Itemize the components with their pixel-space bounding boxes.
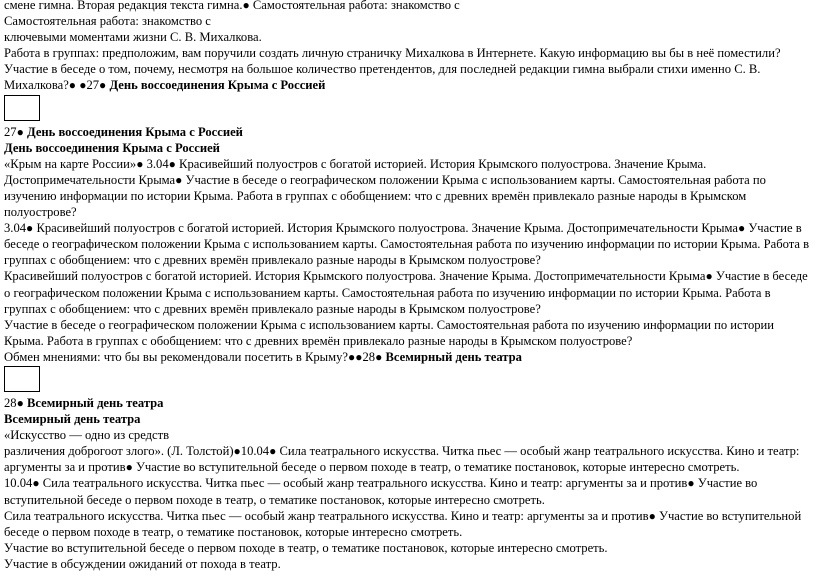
text-line: ключевыми моментами жизни С. В. Михалкова. — [4, 30, 262, 45]
epigraph: различения доброгоот злого». (Л. Толстой) — [4, 444, 234, 459]
bullet-icon: ● — [375, 349, 383, 364]
bullet-icon: ● — [26, 221, 34, 236]
lesson-number: 27 — [4, 124, 17, 139]
text-run: Красивейший полуостров с богатой историей. История Крымского полуострова. Значение Крыма. Достопримечательности Крыма — [33, 221, 738, 236]
lesson-title: День воссоединения Крыма с Россией — [4, 140, 220, 155]
bullet-icon: ● — [68, 78, 77, 93]
text-paragraph — [4, 268, 812, 316]
text-run: Участие во вступительной беседе о первом походе в театр, о тематике постановок, которые интересно смотреть. — [4, 476, 758, 507]
lesson-number: 28 — [4, 395, 17, 410]
lesson-title: Всемирный день театра — [27, 395, 164, 410]
text-run: Участие во вступительной беседе о первом походе в театр, о тематике постановок, которые интересно смотреть. — [4, 508, 802, 539]
epigraph: «Крым на карте России» — [4, 156, 137, 171]
empty-box — [4, 95, 40, 121]
text-run: Сила театрального искусства. Читка пьес — особый жанр театрального искусства. Кино и театр: аргументы за и против — [4, 508, 649, 523]
text-paragraph: Участие во вступительной беседе о первом походе в театр, о тематике постановок, которые интересно смотреть. — [4, 540, 608, 555]
lesson-title: Всемирный день театра — [385, 349, 522, 364]
text-paragraph — [4, 508, 812, 540]
bullet-icon: ● — [233, 444, 241, 459]
bullet-icon: ● — [32, 476, 40, 491]
bullet-icon: ● — [79, 78, 87, 93]
text-paragraph: Участие в обсуждении ожиданий от похода в театр. — [4, 556, 281, 571]
lesson-heading — [4, 140, 812, 156]
text-run: Участие в беседе о том, почему, несмотря на большое количество претендентов, для последней редакции гимна выбрали стихи именно С. В. Михалкова? — [4, 62, 761, 93]
lesson-heading — [4, 124, 812, 140]
text-run: Красивейший полуостров с богатой историей. История Крымского полуострова. Значение Крыма. Достопримечательности Крыма — [4, 269, 706, 284]
bullet-icon: ● — [168, 156, 176, 171]
lesson-date: 10.04 — [4, 476, 33, 491]
bullet-icon: ● — [136, 156, 144, 171]
text-paragraph: Участие в беседе о географическом положении Крыма с использованием карты. Самостоятельная работа по изучению информации по истории Крыма. Работа в группах с обобщением: что с древних времён привлекало разные народы в Крымском полуострове? — [4, 317, 775, 348]
text-run: Сила театрального искусства. Читка пьес — особый жанр театрального искусства. Кино и театр: аргументы за и против — [4, 444, 800, 475]
text-run: смене гимна. Вторая редакция текста гимна. — [4, 0, 243, 12]
bullet-icon: ● — [16, 124, 24, 139]
lesson-date: 3.04 — [4, 221, 27, 236]
lesson-date: 10.04 — [240, 444, 270, 459]
text-run: Красивейший полуостров с богатой историей. История Крымского полуострова. Значение Крыма. Достопримечательности Крыма — [4, 156, 707, 187]
lesson-title: Всемирный день театра — [4, 412, 141, 427]
text-paragraph — [4, 475, 812, 507]
bullet-icon: ● — [687, 476, 695, 491]
bullet-icon: ● — [16, 395, 24, 410]
bullet-icon: ● — [125, 460, 133, 475]
text-paragraph — [4, 443, 812, 475]
lesson-number: 28 — [362, 349, 376, 364]
lesson-date: 3.04 — [146, 156, 169, 171]
text-line: Самостоятельная работа: знакомство с — [4, 14, 211, 29]
text-run: Участие в беседе о географическом положении Крыма с использованием карты. Самостоятельная работа по изучению информации по истории Крыма. Работа в группах с обобщением: что с древних времён привлекало разные народы в Крымском полуострове? — [4, 269, 808, 316]
bullet-icon: ● — [175, 172, 183, 187]
document-body — [4, 0, 812, 572]
text-run: Сила театрального искусства. Читка пьес — особый жанр театрального искусства. Кино и театр: аргументы за и против — [39, 476, 688, 491]
bullet-icon: ● — [269, 444, 277, 459]
lesson-title: День воссоединения Крыма с Россией — [27, 124, 243, 139]
text-run: Участие в беседе о географическом положении Крыма с использованием карты. Самостоятельная работа по изучению информации по истории Крыма. Работа в группах с обобщением: что с древних времён привлекало разные народы в Крымском полуострове? — [4, 172, 766, 220]
bullet-icon: ● — [347, 349, 356, 364]
lesson-title: День воссоединения Крыма с Россией — [109, 78, 326, 93]
text-run: Самостоятельная работа: знакомство с — [249, 0, 460, 12]
text-run: Участие в беседе о географическом положении Крыма с использованием карты. Самостоятельная работа по изучению информации по истории Крыма. Работа в группах с обобщением: что с древних времён привлекало разные народы в Крымском полуострове? — [4, 221, 810, 268]
text-paragraph — [4, 61, 812, 93]
text-run: Обмен мнениями: что бы вы рекомендовали посетить в Крыму? — [4, 349, 348, 364]
epigraph: «Искусство — одно из средств — [4, 428, 170, 443]
text-paragraph: Работа в группах: предположим, вам поручили создать личную страничку Михалкова в Интернете. Какую информацию вы бы в неё поместили? — [4, 46, 781, 61]
lesson-heading — [4, 411, 812, 427]
text-line — [4, 0, 812, 13]
bullet-icon: ● — [705, 269, 713, 284]
text-run: Участие во вступительной беседе о первом походе в театр, о тематике постановок, которые интересно смотреть. — [132, 460, 740, 475]
lesson-number: 27 — [86, 78, 100, 93]
text-paragraph — [4, 220, 812, 268]
text-paragraph — [4, 349, 812, 365]
bullet-icon: ● — [737, 221, 746, 236]
bullet-icon: ● — [99, 78, 107, 93]
bullet-icon: ● — [355, 349, 363, 364]
lesson-heading — [4, 395, 812, 411]
bullet-icon: ● — [242, 0, 250, 12]
text-paragraph — [4, 156, 812, 220]
bullet-icon: ● — [648, 508, 656, 523]
empty-box — [4, 366, 40, 392]
